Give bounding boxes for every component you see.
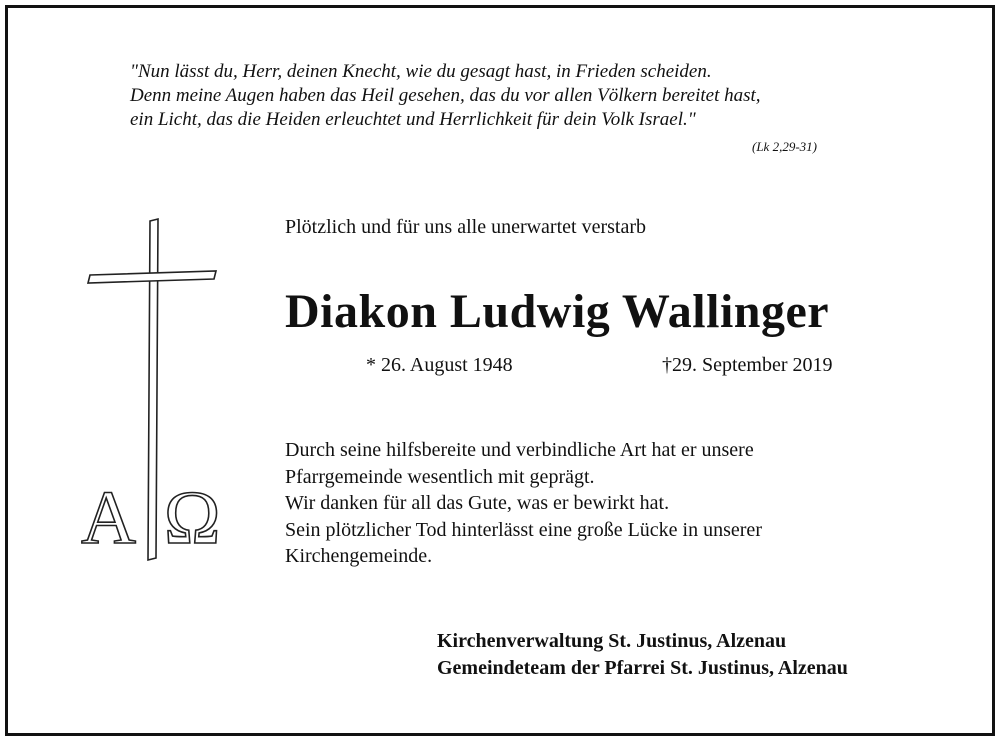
omega-letter: Ω (164, 476, 221, 560)
deceased-name: Diakon Ludwig Wallinger (285, 285, 830, 338)
signature-block (437, 628, 848, 682)
tribute-line-5: Kirchengemeinde. (285, 545, 433, 567)
quote-line-2: Denn meine Augen haben das Heil gesehen, das du vor allen Völkern bereitet hast, (130, 85, 761, 106)
tribute-text (285, 437, 925, 570)
birth-date: * 26. August 1948 (366, 354, 513, 376)
quote-reference: (Lk 2,29-31) (752, 139, 817, 154)
tribute-line-2: Pfarrgemeinde wesentlich mit geprägt. (285, 465, 595, 488)
tribute-line-4: Sein plötzlicher Tod hinterlässt eine große Lücke in unserer (285, 518, 762, 541)
bible-quote (130, 60, 930, 132)
intro-text: Plötzlich und für uns alle unerwartet verstarb (285, 216, 646, 238)
quote-line-3: ein Licht, das die Heiden erleuchtet und Herrlichkeit für dein Volk Israel." (130, 109, 696, 130)
signature-line-1: Kirchenverwaltung St. Justinus, Alzenau (437, 630, 787, 652)
cross-alpha-omega-icon (78, 213, 248, 573)
death-date: †29. September 2019 (662, 354, 833, 376)
quote-line-1: "Nun lässt du, Herr, deinen Knecht, wie du gesagt hast, in Frieden scheiden. (130, 61, 712, 82)
tribute-line-1: Durch seine hilfsbereite und verbindliche Art hat er unsere (285, 439, 754, 461)
tribute-line-3: Wir danken für all das Gute, was er bewirkt hat. (285, 492, 670, 514)
signature-line-2: Gemeindeteam der Pfarrei St. Justinus, Alzenau (437, 657, 848, 679)
alpha-letter: A (81, 476, 136, 560)
